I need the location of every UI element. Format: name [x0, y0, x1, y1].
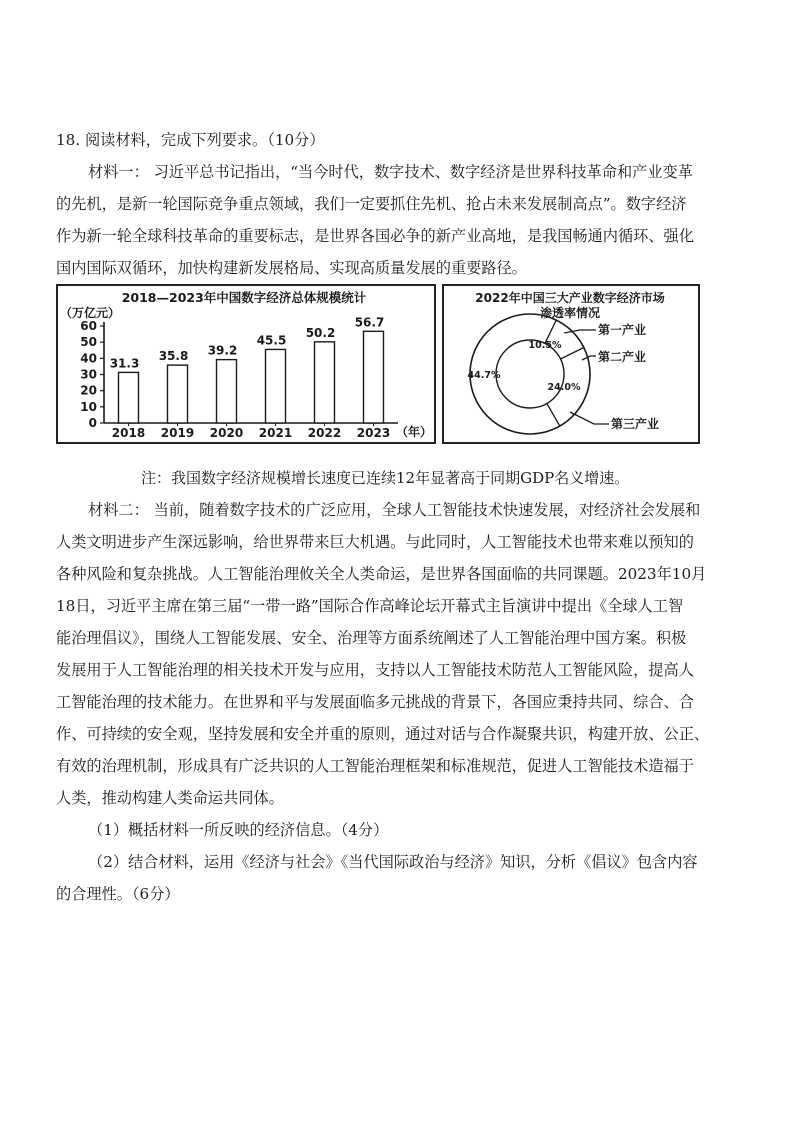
bar-category-label: 2018 [111, 426, 146, 440]
material-two-line: 作、可持续的安全观，坚持发展和安全并重的原则，通过对话与合作凝聚共识，构建开放、公正、 [56, 725, 710, 743]
ring-category-label: 第二产业 [598, 350, 647, 364]
material-two-line: 人类，推动构建人类命运共同体。 [56, 789, 284, 807]
ring-divider [561, 348, 584, 359]
material-one-line: 作为新一轮全球科技革命的重要标志，是世界各国必争的新产业高地，是我国畅通内循环、强化 [56, 227, 694, 245]
sub-question-2-line2: 的合理性。（6分） [56, 885, 180, 903]
material-two-line: 发展用于人工智能治理的相关技术开发与应用，支持以人工智能技术防范人工智能风险，提高人 [56, 661, 694, 679]
material-one-line: 的先机，是新一轮国际竞争重点领域，我们一定要抓住先机、抢占未来发展制高点”。数字经济 [56, 195, 687, 213]
bar-chart-y-tick-label: 60 [80, 319, 97, 333]
bar-category-label: 2021 [258, 426, 293, 440]
bar-chart-panel [56, 284, 436, 444]
bar [168, 365, 188, 423]
bar-chart-title: 2018—2023年中国数字经济总体规模统计 [121, 290, 367, 305]
bar-chart-y-tick-label: 40 [80, 351, 97, 366]
bar [217, 360, 237, 423]
pie-chart-panel [442, 284, 700, 444]
bar-value-label: 56.7 [354, 315, 385, 330]
question-header: 18. 阅读材料，完成下列要求。（10分） [56, 131, 325, 149]
bar-chart-y-unit: （万亿元） [60, 306, 121, 320]
material-one-line: 国内国际双循环，加快构建新发展格局、实现高质量发展的重要路径。 [56, 259, 527, 277]
sub-question-1: （1）概括材料一所反映的经济信息。（4分） [88, 821, 389, 839]
material-two-line: 工智能治理的技术能力。在世界和平与发展面临多元挑战的背景下，各国应秉持共同、综合、合 [56, 693, 694, 711]
ring-leader-line [564, 330, 596, 333]
bar-category-label: 2019 [160, 426, 195, 440]
bar-chart-y-tick-label: 20 [80, 383, 97, 398]
bar [364, 331, 384, 423]
bar-value-label: 39.2 [207, 343, 238, 358]
ring-category-label: 第一产业 [598, 323, 647, 337]
bar-chart-x-unit: （年） [396, 425, 433, 439]
pie-chart [444, 286, 697, 441]
material-two-line: 能治理倡议》，围绕人工智能发展、安全、治理等方面系统阐述了人工智能治理中国方案。积极 [56, 629, 687, 647]
bar-chart-y-tick-label: 50 [80, 335, 97, 350]
material-two-line: 有效的治理机制，形成具有广泛共识的人工智能治理框架和标准规范，促进人工智能技术造福于 [56, 757, 694, 775]
material-one-line: 材料一： 习近平总书记指出，“当今时代，数字技术、数字经济是世界科技革命和产业变革 [88, 163, 693, 181]
bar [266, 349, 286, 423]
bar-category-label: 2023 [356, 426, 391, 440]
material-two-line: 18日，习近平主席在第三届“一带一路”国际合作高峰论坛开幕式主旨演讲中提出《全球人工智 [56, 597, 684, 615]
material-two-line: 人类文明进步产生深远影响，给世界带来巨大机遇。与此同时，人工智能技术也带来难以预知的 [56, 533, 694, 551]
chart-note: 注：我国数字经济规模增长速度已连续12年显著高于同期GDP名义增速。 [141, 469, 630, 487]
bar-value-label: 45.5 [256, 333, 287, 348]
sub-question-2-line1: （2）结合材料，运用《经济与社会》《当代国际政治与经济》知识，分析《倡议》包含内容 [88, 853, 698, 871]
ring-category-label: 第三产业 [611, 417, 660, 431]
bar [315, 342, 335, 423]
bar-chart [58, 286, 433, 441]
bar-value-label: 50.2 [305, 325, 336, 340]
bar-category-label: 2020 [209, 426, 244, 440]
pie-chart-title-line2: 渗透率情况 [539, 306, 601, 320]
ring-value-label: 10.5% [528, 340, 562, 351]
bar-category-label: 2022 [307, 426, 342, 440]
ring-divider [547, 404, 560, 427]
bar-chart-y-tick-label: 0 [88, 416, 97, 430]
bar-value-label: 31.3 [109, 356, 140, 371]
bar-chart-y-tick-label: 10 [80, 399, 97, 414]
ring-value-label: 24.0% [547, 382, 581, 393]
ring-value-label: 44.7% [467, 370, 501, 381]
material-two-line: 各种风险和复杂挑战。人工智能治理攸关全人类命运，是世界各国面临的共同课题。2023年10月 [56, 565, 707, 583]
bar-value-label: 35.8 [158, 349, 189, 364]
material-two-line: 材料二： 当前，随着数字技术的广泛应用，全球人工智能技术快速发展，对经济社会发展和 [88, 501, 701, 519]
pie-chart-title-line1: 2022年中国三大产业数字经济市场 [475, 291, 665, 305]
bar-chart-y-tick-label: 30 [80, 367, 97, 382]
bar [119, 372, 139, 423]
